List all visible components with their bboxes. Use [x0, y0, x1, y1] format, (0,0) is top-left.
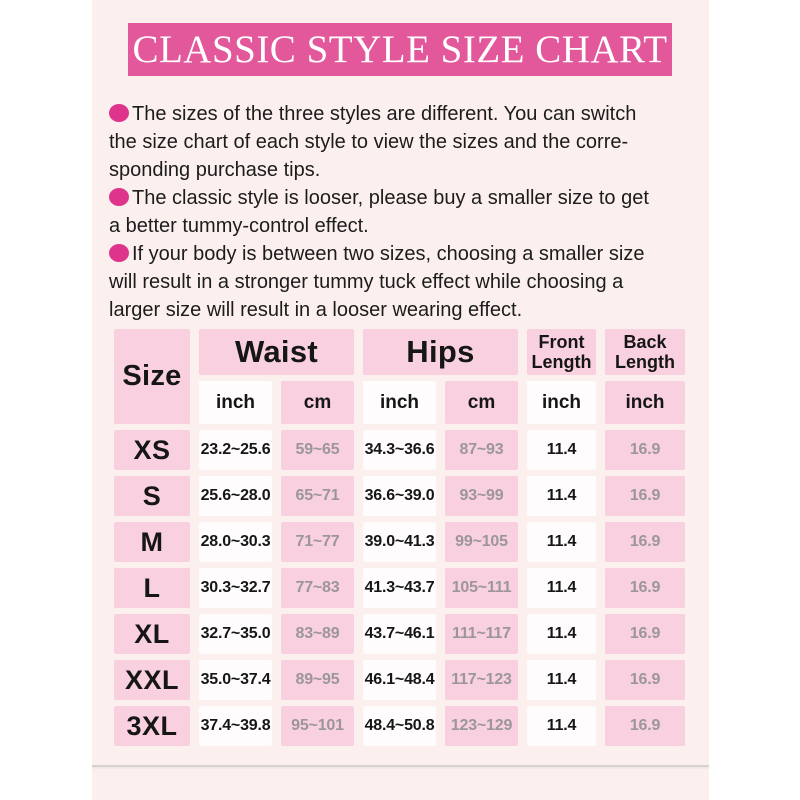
- note-line: a better tummy-control effect.: [109, 215, 369, 237]
- table-cell: 117~123: [445, 660, 518, 700]
- purchase-notes: [109, 100, 697, 324]
- header-size: Size: [114, 329, 190, 424]
- note-text: The classic style is looser, please buy a smaller size to get: [132, 187, 649, 209]
- table-cell: 16.9: [605, 522, 685, 562]
- page-title: CLASSIC STYLE SIZE CHART: [132, 28, 668, 71]
- size-label: L: [114, 568, 190, 608]
- title-banner: [128, 23, 672, 76]
- unit-waist-inch: inch: [199, 381, 272, 424]
- unit-hips-inch: inch: [363, 381, 436, 424]
- note-line: [109, 240, 697, 268]
- note-between-sizes: [109, 240, 697, 324]
- unit-hips-cm: cm: [445, 381, 518, 424]
- header-back-length: Back Length: [605, 329, 685, 375]
- table-cell: 41.3~43.7: [363, 568, 436, 608]
- table-cell: 59~65: [281, 430, 354, 470]
- table-cell: 46.1~48.4: [363, 660, 436, 700]
- note-text: The sizes of the three styles are different. You can switch: [132, 103, 637, 125]
- note-line: [109, 100, 697, 128]
- table-cell: 23.2~25.6: [199, 430, 272, 470]
- table-cell: 77~83: [281, 568, 354, 608]
- table-cell: 16.9: [605, 430, 685, 470]
- note-sizes-differ: [109, 100, 697, 184]
- note-line: the size chart of each style to view the sizes and the corre-: [109, 131, 629, 153]
- table-cell: 16.9: [605, 614, 685, 654]
- table-cell: 99~105: [445, 522, 518, 562]
- table-cell: 11.4: [527, 522, 596, 562]
- table-cell: 11.4: [527, 660, 596, 700]
- size-label: S: [114, 476, 190, 516]
- table-cell: 123~129: [445, 706, 518, 746]
- table-cell: 16.9: [605, 568, 685, 608]
- table-cell: 28.0~30.3: [199, 522, 272, 562]
- table-cell: 43.7~46.1: [363, 614, 436, 654]
- size-label: M: [114, 522, 190, 562]
- table-cell: 11.4: [527, 568, 596, 608]
- note-line: larger size will result in a looser wearing effect.: [109, 299, 523, 321]
- table-cell: 35.0~37.4: [199, 660, 272, 700]
- bullet-icon: [109, 188, 129, 206]
- table-cell: 111~117: [445, 614, 518, 654]
- table-cell: 87~93: [445, 430, 518, 470]
- table-cell: 11.4: [527, 614, 596, 654]
- size-label: XS: [114, 430, 190, 470]
- table-cell: 16.9: [605, 476, 685, 516]
- note-line: sponding purchase tips.: [109, 159, 321, 181]
- table-cell: 71~77: [281, 522, 354, 562]
- table-cell: 105~111: [445, 568, 518, 608]
- table-cell: 48.4~50.8: [363, 706, 436, 746]
- table-cell: 65~71: [281, 476, 354, 516]
- table-cell: 36.6~39.0: [363, 476, 436, 516]
- table-cell: 83~89: [281, 614, 354, 654]
- table-cell: 93~99: [445, 476, 518, 516]
- note-line: [109, 184, 697, 212]
- unit-front-length-inch: inch: [527, 381, 596, 424]
- content-panel: [92, 0, 709, 800]
- unit-back-length-inch: inch: [605, 381, 685, 424]
- table-cell: 11.4: [527, 430, 596, 470]
- table-cell: 16.9: [605, 706, 685, 746]
- table-cell: 39.0~41.3: [363, 522, 436, 562]
- table-cell: 30.3~32.7: [199, 568, 272, 608]
- table-cell: 37.4~39.8: [199, 706, 272, 746]
- table-cell: 16.9: [605, 660, 685, 700]
- size-label: 3XL: [114, 706, 190, 746]
- bullet-icon: [109, 244, 129, 262]
- table-cell: 34.3~36.6: [363, 430, 436, 470]
- bullet-icon: [109, 104, 129, 122]
- size-label: XL: [114, 614, 190, 654]
- table-cell: 25.6~28.0: [199, 476, 272, 516]
- header-hips: Hips: [363, 329, 518, 375]
- table-cell: 89~95: [281, 660, 354, 700]
- size-table: [114, 329, 685, 746]
- table-cell: 11.4: [527, 706, 596, 746]
- table-cell: 11.4: [527, 476, 596, 516]
- note-text: If your body is between two sizes, choosing a smaller size: [132, 243, 645, 265]
- note-line: will result in a stronger tummy tuck effect while choosing a: [109, 271, 624, 293]
- table-cell: 32.7~35.0: [199, 614, 272, 654]
- bottom-divider: [92, 765, 709, 767]
- size-label: XXL: [114, 660, 190, 700]
- unit-waist-cm: cm: [281, 381, 354, 424]
- header-waist: Waist: [199, 329, 354, 375]
- note-classic-looser: [109, 184, 697, 240]
- table-cell: 95~101: [281, 706, 354, 746]
- header-front-length: Front Length: [527, 329, 596, 375]
